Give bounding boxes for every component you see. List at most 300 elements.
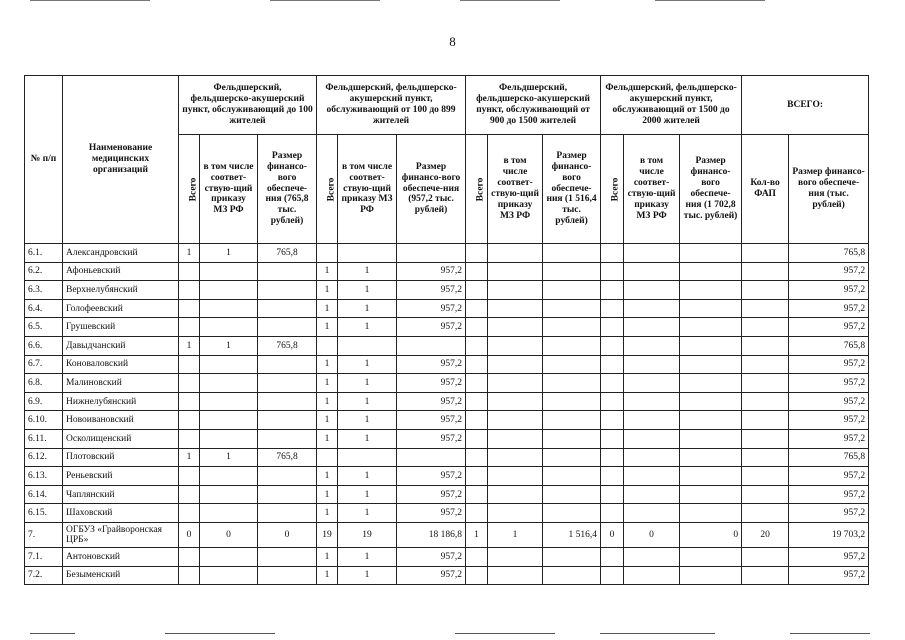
table-row <box>25 336 869 355</box>
value-cell <box>338 244 397 263</box>
value-cell <box>258 429 317 448</box>
subheader-financing-1516: Размер финансо-вого обеспече-ния (1 516,4 тыс. рублей) <box>543 135 601 244</box>
header-group-900-1500: Фельдшерский, фельдшерско-акушерский пункт, обслуживающий от 900 до 1500 жителей <box>466 76 601 135</box>
value-cell: 0 <box>258 522 317 547</box>
value-cell <box>488 504 543 523</box>
value-cell <box>488 244 543 263</box>
value-cell <box>624 336 680 355</box>
value-cell: 1 <box>338 262 397 281</box>
value-cell: 18 186,8 <box>397 522 466 547</box>
row-number-cell: 6.15. <box>25 504 63 523</box>
value-cell: 957,2 <box>789 281 869 300</box>
value-cell <box>179 262 200 281</box>
value-cell: 1 <box>317 318 338 337</box>
value-cell <box>179 374 200 393</box>
row-number-cell: 6.14. <box>25 485 63 504</box>
subheader-order-compliant: в том числе соответ-ствую-щий приказу МЗ РФ <box>338 135 397 244</box>
organization-name-cell: Афоньевский <box>63 262 179 281</box>
value-cell <box>624 244 680 263</box>
organization-name-cell: Реньевский <box>63 467 179 486</box>
value-cell <box>488 547 543 566</box>
row-number-cell: 6.11. <box>25 429 63 448</box>
value-cell <box>680 504 742 523</box>
value-cell: 957,2 <box>397 547 466 566</box>
value-cell <box>624 411 680 430</box>
value-cell: 1 <box>317 566 338 585</box>
organization-name-cell: Нижнелубянский <box>63 392 179 411</box>
value-cell: 957,2 <box>789 411 869 430</box>
value-cell <box>680 485 742 504</box>
value-cell: 957,2 <box>397 411 466 430</box>
value-cell <box>488 411 543 430</box>
organization-name-cell: Антоновский <box>63 547 179 566</box>
value-cell <box>179 566 200 585</box>
value-cell <box>680 374 742 393</box>
value-cell: 1 <box>338 355 397 374</box>
value-cell <box>624 485 680 504</box>
value-cell <box>200 392 258 411</box>
value-cell: 957,2 <box>397 355 466 374</box>
value-cell <box>601 392 624 411</box>
value-cell: 1 <box>317 467 338 486</box>
value-cell <box>624 566 680 585</box>
value-cell: 19 703,2 <box>789 522 869 547</box>
value-cell <box>488 299 543 318</box>
value-cell <box>680 355 742 374</box>
value-cell: 957,2 <box>397 429 466 448</box>
value-cell <box>488 318 543 337</box>
value-cell <box>258 355 317 374</box>
value-cell <box>742 448 789 467</box>
value-cell <box>601 429 624 448</box>
table-row <box>25 374 869 393</box>
value-cell <box>543 429 601 448</box>
value-cell <box>680 411 742 430</box>
value-cell: 1 516,4 <box>543 522 601 547</box>
value-cell <box>200 262 258 281</box>
value-cell <box>488 355 543 374</box>
value-cell <box>680 467 742 486</box>
value-cell <box>543 411 601 430</box>
value-cell: 765,8 <box>258 336 317 355</box>
value-cell <box>200 485 258 504</box>
value-cell <box>543 547 601 566</box>
value-cell <box>680 318 742 337</box>
row-number-cell: 6.4. <box>25 299 63 318</box>
row-number-cell: 6.3. <box>25 281 63 300</box>
value-cell <box>601 244 624 263</box>
row-number-cell: 6.2. <box>25 262 63 281</box>
subheader-total-count: Всего <box>179 135 200 244</box>
value-cell <box>601 504 624 523</box>
value-cell <box>624 504 680 523</box>
value-cell <box>466 299 488 318</box>
value-cell <box>179 281 200 300</box>
value-cell <box>200 318 258 337</box>
value-cell <box>258 566 317 585</box>
value-cell <box>258 318 317 337</box>
value-cell <box>624 448 680 467</box>
value-cell <box>488 392 543 411</box>
value-cell <box>466 547 488 566</box>
value-cell <box>680 429 742 448</box>
subheader-order-compliant: в том числе соответ-ствую-щий приказу МЗ РФ <box>624 135 680 244</box>
value-cell <box>466 262 488 281</box>
value-cell <box>466 244 488 263</box>
value-cell: 957,2 <box>789 392 869 411</box>
value-cell <box>488 448 543 467</box>
value-cell <box>488 467 543 486</box>
value-cell: 1 <box>466 522 488 547</box>
row-number-cell: 7.2. <box>25 566 63 585</box>
value-cell <box>601 448 624 467</box>
value-cell: 957,2 <box>789 429 869 448</box>
value-cell <box>179 299 200 318</box>
subheader-total-count: Всего <box>317 135 338 244</box>
value-cell <box>624 429 680 448</box>
value-cell <box>488 336 543 355</box>
value-cell <box>258 392 317 411</box>
value-cell: 957,2 <box>397 467 466 486</box>
value-cell <box>742 547 789 566</box>
header-total: ВСЕГО: <box>742 76 869 135</box>
value-cell <box>543 467 601 486</box>
value-cell <box>466 374 488 393</box>
value-cell: 765,8 <box>789 448 869 467</box>
value-cell <box>601 374 624 393</box>
value-cell <box>543 318 601 337</box>
subheader-order-compliant: в том числе соответ-ствую-щий приказу МЗ РФ <box>200 135 258 244</box>
value-cell: 957,2 <box>397 299 466 318</box>
value-cell <box>742 318 789 337</box>
value-cell <box>742 411 789 430</box>
value-cell: 1 <box>338 429 397 448</box>
value-cell: 1 <box>200 336 258 355</box>
value-cell <box>624 467 680 486</box>
value-cell <box>742 262 789 281</box>
organization-name-cell: Безыменский <box>63 566 179 585</box>
value-cell <box>601 262 624 281</box>
value-cell: 957,2 <box>789 318 869 337</box>
value-cell: 957,2 <box>397 318 466 337</box>
value-cell <box>200 429 258 448</box>
bottom-edge-marks <box>0 633 905 635</box>
value-cell: 1 <box>338 547 397 566</box>
value-cell <box>680 566 742 585</box>
top-edge-marks <box>0 0 905 2</box>
value-cell <box>601 485 624 504</box>
value-cell: 957,2 <box>789 504 869 523</box>
value-cell: 957,2 <box>397 485 466 504</box>
row-number-cell: 6.12. <box>25 448 63 467</box>
organization-name-cell: Новоивановский <box>63 411 179 430</box>
value-cell <box>200 467 258 486</box>
value-cell: 0 <box>601 522 624 547</box>
value-cell <box>742 504 789 523</box>
value-cell <box>543 485 601 504</box>
table-row <box>25 566 869 585</box>
value-cell <box>466 355 488 374</box>
value-cell <box>680 392 742 411</box>
subheader-order-compliant: в том числе соответ-ствую-щий приказу МЗ РФ <box>488 135 543 244</box>
subheader-financing-957: Размер финансо-вого обеспече-ния (957,2 тыс. рублей) <box>397 135 466 244</box>
value-cell <box>601 355 624 374</box>
value-cell: 1 <box>179 336 200 355</box>
value-cell <box>680 262 742 281</box>
organization-name-cell: Малиновский <box>63 374 179 393</box>
value-cell <box>624 318 680 337</box>
value-cell <box>742 336 789 355</box>
value-cell <box>258 299 317 318</box>
value-cell <box>179 392 200 411</box>
value-cell: 957,2 <box>789 547 869 566</box>
value-cell: 957,2 <box>789 566 869 585</box>
organization-name-cell: Шаховский <box>63 504 179 523</box>
value-cell <box>466 281 488 300</box>
value-cell <box>258 411 317 430</box>
table-row <box>25 262 869 281</box>
value-cell <box>466 485 488 504</box>
value-cell: 0 <box>179 522 200 547</box>
value-cell <box>601 547 624 566</box>
value-cell <box>258 281 317 300</box>
value-cell <box>624 547 680 566</box>
value-cell: 765,8 <box>258 244 317 263</box>
value-cell <box>543 374 601 393</box>
value-cell <box>258 504 317 523</box>
value-cell <box>680 299 742 318</box>
value-cell <box>543 336 601 355</box>
value-cell <box>200 374 258 393</box>
value-cell <box>742 355 789 374</box>
value-cell <box>200 411 258 430</box>
value-cell <box>200 504 258 523</box>
value-cell <box>200 299 258 318</box>
table-row <box>25 411 869 430</box>
value-cell: 957,2 <box>789 262 869 281</box>
value-cell: 1 <box>338 299 397 318</box>
value-cell: 0 <box>680 522 742 547</box>
value-cell <box>179 467 200 486</box>
value-cell: 19 <box>317 522 338 547</box>
fap-financing-table <box>24 75 869 585</box>
value-cell <box>742 467 789 486</box>
value-cell <box>179 485 200 504</box>
value-cell <box>680 547 742 566</box>
value-cell: 1 <box>200 244 258 263</box>
value-cell: 1 <box>317 299 338 318</box>
value-cell: 957,2 <box>397 504 466 523</box>
value-cell: 1 <box>317 411 338 430</box>
value-cell: 1 <box>338 374 397 393</box>
value-cell: 957,2 <box>397 374 466 393</box>
value-cell <box>488 262 543 281</box>
value-cell <box>742 566 789 585</box>
value-cell <box>466 467 488 486</box>
value-cell <box>258 485 317 504</box>
header-row-number: № п/п <box>25 76 63 244</box>
value-cell <box>258 467 317 486</box>
value-cell <box>488 374 543 393</box>
table-row <box>25 392 869 411</box>
value-cell <box>258 262 317 281</box>
value-cell <box>624 392 680 411</box>
value-cell <box>543 392 601 411</box>
row-number-cell: 6.1. <box>25 244 63 263</box>
value-cell <box>624 355 680 374</box>
value-cell <box>258 547 317 566</box>
value-cell: 1 <box>317 547 338 566</box>
value-cell: 957,2 <box>789 299 869 318</box>
value-cell <box>488 281 543 300</box>
value-cell: 1 <box>179 448 200 467</box>
value-cell: 765,8 <box>258 448 317 467</box>
value-cell <box>466 336 488 355</box>
value-cell: 1 <box>338 485 397 504</box>
value-cell <box>601 281 624 300</box>
value-cell <box>680 281 742 300</box>
value-cell <box>680 244 742 263</box>
value-cell <box>317 336 338 355</box>
value-cell: 957,2 <box>397 281 466 300</box>
header-group-100-899: Фельдшерский, фельдшерско-акушерский пункт, обслуживающий от 100 до 899 жителей <box>317 76 466 135</box>
page-number: 8 <box>449 34 456 49</box>
value-cell <box>488 566 543 585</box>
value-cell <box>742 392 789 411</box>
value-cell <box>179 429 200 448</box>
row-number-cell: 6.10. <box>25 411 63 430</box>
value-cell <box>466 392 488 411</box>
value-cell: 1 <box>317 392 338 411</box>
value-cell: 1 <box>317 374 338 393</box>
table-row <box>25 299 869 318</box>
value-cell: 1 <box>200 448 258 467</box>
table-row <box>25 504 869 523</box>
value-cell <box>179 547 200 566</box>
subheader-total-count: Всего <box>466 135 488 244</box>
table-body <box>25 244 869 585</box>
table-row <box>25 485 869 504</box>
value-cell <box>742 429 789 448</box>
value-cell <box>258 374 317 393</box>
organization-name-cell: ОГБУЗ «Грайворонская ЦРБ» <box>63 522 179 547</box>
organization-name-cell: Чаплянский <box>63 485 179 504</box>
value-cell: 1 <box>317 429 338 448</box>
value-cell <box>200 566 258 585</box>
value-cell <box>466 318 488 337</box>
subheader-fap-count: Кол-во ФАП <box>742 135 789 244</box>
value-cell <box>543 244 601 263</box>
value-cell <box>601 566 624 585</box>
value-cell <box>680 336 742 355</box>
table-row <box>25 355 869 374</box>
table-row <box>25 547 869 566</box>
value-cell <box>397 448 466 467</box>
value-cell: 1 <box>338 411 397 430</box>
value-cell <box>466 566 488 585</box>
value-cell <box>543 566 601 585</box>
value-cell <box>466 448 488 467</box>
table-row <box>25 522 869 547</box>
value-cell <box>680 448 742 467</box>
header-group-under-100: Фельдшерский, фельдшерско-акушерский пункт, обслуживающий до 100 жителей <box>179 76 317 135</box>
value-cell <box>624 281 680 300</box>
value-cell <box>601 336 624 355</box>
row-number-cell: 6.7. <box>25 355 63 374</box>
value-cell: 957,2 <box>397 262 466 281</box>
value-cell: 1 <box>488 522 543 547</box>
value-cell <box>338 448 397 467</box>
value-cell <box>742 299 789 318</box>
value-cell <box>742 374 789 393</box>
value-cell <box>179 355 200 374</box>
value-cell <box>488 485 543 504</box>
header-organization-name: Наименование медицинских организаций <box>63 76 179 244</box>
value-cell <box>466 504 488 523</box>
subheader-financing-765: Размер финансо-вого обеспече-ния (765,8 тыс. рублей) <box>258 135 317 244</box>
value-cell <box>742 281 789 300</box>
value-cell <box>742 485 789 504</box>
organization-name-cell: Плотовский <box>63 448 179 467</box>
table-row <box>25 281 869 300</box>
value-cell: 20 <box>742 522 789 547</box>
row-number-cell: 6.8. <box>25 374 63 393</box>
value-cell <box>317 448 338 467</box>
organization-name-cell: Александровский <box>63 244 179 263</box>
subheader-financing-total: Размер финансо-вого обеспече-ния (тыс. рублей) <box>789 135 869 244</box>
value-cell: 1 <box>317 262 338 281</box>
row-number-cell: 6.5. <box>25 318 63 337</box>
value-cell: 1 <box>317 504 338 523</box>
subheader-financing-1702: Размер финансо-вого обеспече-ния (1 702,8 тыс. рублей) <box>680 135 742 244</box>
value-cell <box>179 504 200 523</box>
value-cell: 957,2 <box>789 374 869 393</box>
value-cell <box>200 355 258 374</box>
value-cell <box>601 318 624 337</box>
value-cell <box>466 429 488 448</box>
value-cell: 1 <box>338 392 397 411</box>
value-cell: 765,8 <box>789 244 869 263</box>
table-row <box>25 429 869 448</box>
value-cell: 1 <box>338 467 397 486</box>
organization-name-cell: Верхнелубянский <box>63 281 179 300</box>
value-cell <box>179 318 200 337</box>
value-cell <box>742 244 789 263</box>
row-number-cell: 7.1. <box>25 547 63 566</box>
value-cell <box>543 281 601 300</box>
organization-name-cell: Осколищенский <box>63 429 179 448</box>
subheader-total-count: Всего <box>601 135 624 244</box>
row-number-cell: 6.9. <box>25 392 63 411</box>
value-cell <box>624 299 680 318</box>
value-cell: 1 <box>338 281 397 300</box>
value-cell <box>543 262 601 281</box>
value-cell <box>543 355 601 374</box>
table-row <box>25 448 869 467</box>
value-cell <box>179 411 200 430</box>
value-cell: 1 <box>338 318 397 337</box>
value-cell: 1 <box>317 485 338 504</box>
organization-name-cell: Грушевский <box>63 318 179 337</box>
value-cell <box>601 467 624 486</box>
value-cell <box>200 281 258 300</box>
value-cell: 0 <box>624 522 680 547</box>
value-cell <box>543 448 601 467</box>
value-cell: 765,8 <box>789 336 869 355</box>
value-cell: 1 <box>317 281 338 300</box>
table-row <box>25 467 869 486</box>
value-cell: 957,2 <box>789 467 869 486</box>
